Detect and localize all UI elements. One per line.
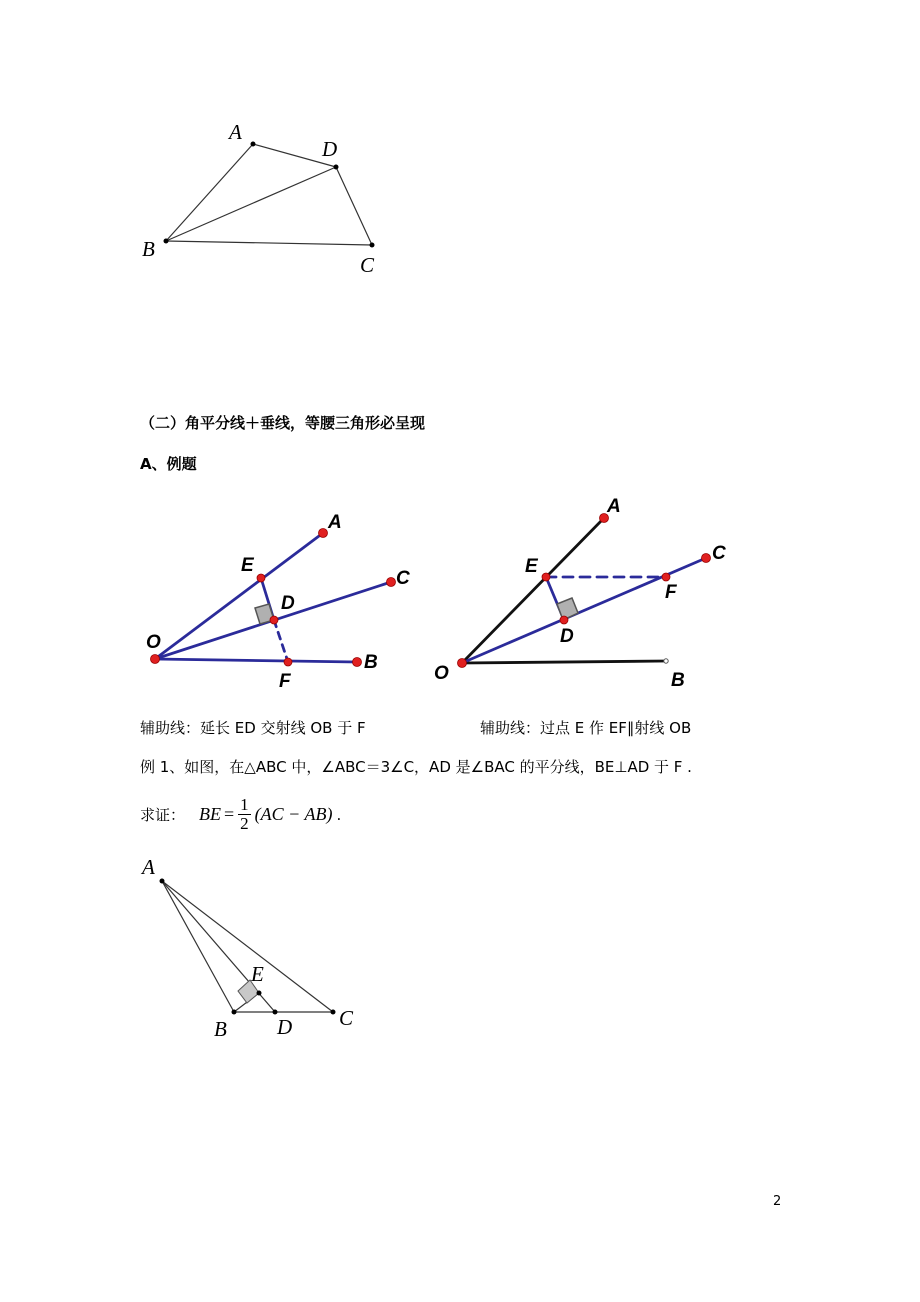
- point-d: [273, 1010, 278, 1015]
- fraction-numerator: 1: [240, 795, 249, 814]
- label-d: D: [560, 626, 574, 647]
- segment-ab: [162, 881, 234, 1012]
- label-f: F: [279, 671, 291, 692]
- label-c: C: [712, 543, 726, 564]
- label-b: B: [214, 1017, 227, 1041]
- label-b: B: [671, 670, 685, 691]
- label-e: E: [251, 962, 264, 986]
- caption-right: 辅助线：过点 E 作 EF∥射线 OB: [480, 719, 692, 737]
- label-o: O: [434, 663, 449, 684]
- label-c: C: [360, 253, 375, 277]
- example-statement: 例 1、如图，在△ABC 中，∠ABC＝3∠C，AD 是∠BAC 的平分线，BE⊥AD 于 F .: [140, 758, 692, 776]
- label-d: D: [281, 593, 295, 614]
- fraction-denominator: 2: [240, 814, 249, 833]
- label-a: A: [229, 120, 242, 144]
- label-e: E: [525, 556, 538, 577]
- formula-eq: =: [224, 804, 235, 824]
- prove-label: 求证：: [140, 806, 186, 824]
- label-d: D: [277, 1015, 293, 1039]
- label-f: F: [665, 582, 677, 603]
- label-c: C: [339, 1006, 354, 1030]
- label-b: B: [364, 652, 378, 673]
- label-a: A: [607, 496, 621, 517]
- label-c: C: [396, 568, 410, 589]
- point-e: [257, 991, 262, 996]
- section-heading: （二）角平分线＋垂线，等腰三角形必呈现: [140, 414, 426, 432]
- section-subheading: A、例题: [140, 455, 197, 473]
- label-e: E: [241, 555, 254, 576]
- formula-period: .: [336, 805, 342, 824]
- caption-left: 辅助线：延长 ED 交射线 OB 于 F: [140, 719, 366, 737]
- label-a: A: [142, 855, 155, 879]
- formula-lhs: BE: [199, 804, 222, 824]
- formula-rhs: (AC − AB): [254, 804, 333, 824]
- label-d: D: [322, 137, 338, 161]
- point-b: [232, 1010, 237, 1015]
- page-number: 2: [773, 1194, 782, 1209]
- point-a: [160, 879, 165, 884]
- label-o: O: [146, 632, 161, 653]
- point-c: [331, 1010, 336, 1015]
- label-a: A: [328, 512, 342, 533]
- label-b: B: [142, 237, 155, 261]
